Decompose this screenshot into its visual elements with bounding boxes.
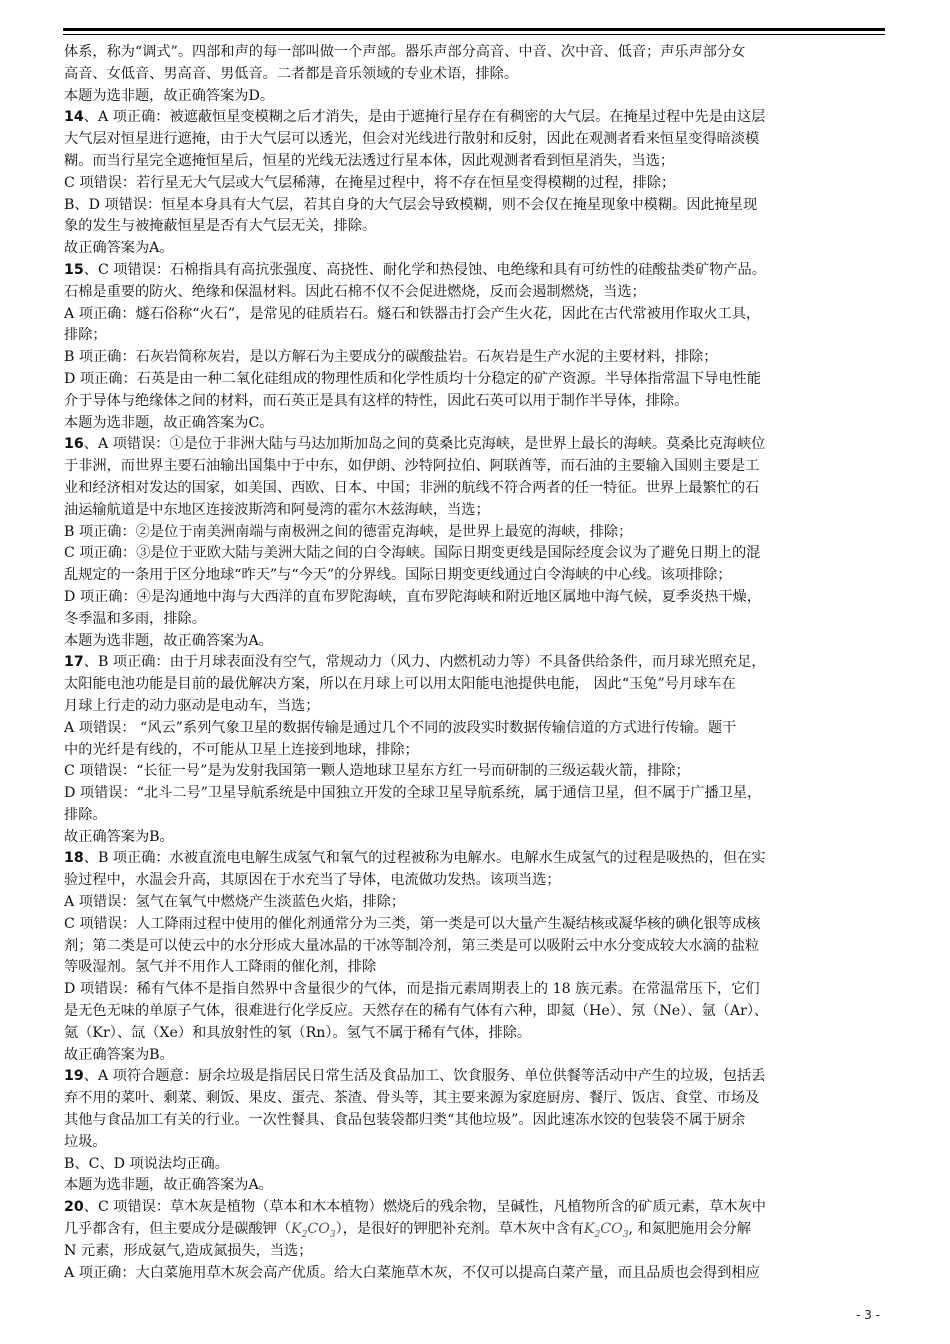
text-line <box>64 827 886 849</box>
formula-part: CO <box>600 1221 623 1238</box>
line-text: 氪（Kr）、氙（Xe）和具放射性的氡（Rn）。氢气不属于稀有气体，排除。 <box>64 1024 532 1041</box>
line-text: D 项错误：稀有气体不是指自然界中含量很少的气体，而是指元素周期表上的 18 族元素。在常温常压下，它们 <box>64 981 760 998</box>
line-text: 中的光纤是有线的，不可能从卫星上连接到地球，排除； <box>64 741 419 758</box>
text-line <box>64 870 886 892</box>
line-text: 弃不用的菜叶、剩菜、剩饭、果皮、蛋壳、茶渣、骨头等，其主要来源为家庭厨房、餐厅、饭店、食堂、市场及 <box>64 1090 760 1107</box>
formula-k2co3 <box>291 1221 336 1240</box>
line-text: 排除； <box>64 327 107 344</box>
text-line <box>64 456 886 478</box>
question-number: 20 <box>64 1199 84 1216</box>
line-text: 等吸湿剂。氢气并不用作人工降雨的催化剂，排除 <box>64 959 377 976</box>
line-text: 、B 项正确：水被直流电电解生成氢气和氧气的过程被称为电解水。电解水生成氢气的过程是吸热的，但在实 <box>83 850 766 867</box>
text-line <box>64 86 886 108</box>
question-number: 15 <box>64 261 84 278</box>
text-line <box>64 979 886 1001</box>
line-text: 、A 项错误：①是位于非洲大陆与马达加斯加岛之间的莫桑比克海峡，是世界上最长的海峡。莫桑比克海峡位 <box>83 436 766 453</box>
line-text: 太阳能电池功能是目前的最优解决方案，所以在月球上可以用太阳能电池提供电能， 因此“玉兔”号月球车在 <box>64 676 736 693</box>
text-line <box>64 1001 886 1023</box>
line-text: A 项错误：氢气在氧气中燃烧产生淡蓝色火焰，排除； <box>64 894 406 911</box>
text-line <box>64 391 886 413</box>
line-text: 排除。 <box>64 806 107 823</box>
line-text: 、C 项错误：石棉指具有高抗张强度、高挠性、耐化学和热侵蚀、电绝缘和具有可纺性的硅酸盐类矿物产品。 <box>83 261 766 278</box>
text-line <box>64 914 886 936</box>
header-rule-thin <box>63 34 885 35</box>
text-line <box>64 1175 886 1197</box>
line-text: 本题为选非题，故正确答案为A。 <box>64 1177 273 1194</box>
text-line <box>64 565 886 587</box>
formula-part: 2 <box>594 1229 601 1240</box>
line-text: ），是很好的钾肥补充剂。草木灰中含有 <box>335 1221 584 1238</box>
question-number: 19 <box>64 1068 84 1085</box>
text-line <box>64 936 886 958</box>
line-text: 本题为选非题，故正确答案为D。 <box>64 87 275 104</box>
question-number: 16 <box>64 436 84 453</box>
text-line <box>64 587 886 609</box>
line-text: 本题为选非题，故正确答案为C。 <box>64 414 274 431</box>
line-text: 是无色无味的单原子气体，很难进行化学反应。天然存在的稀有气体有六种，即氦（He）、氖（Ne）、氩（Ar）、 <box>64 1003 769 1020</box>
text-line <box>64 1241 886 1263</box>
text-line <box>64 369 886 391</box>
line-text: N 元素，形成氨气,造成氮损失，当选； <box>64 1242 313 1259</box>
question-19-line <box>64 1066 886 1088</box>
text-line <box>64 543 886 565</box>
text-line <box>64 173 886 195</box>
text-line <box>64 151 886 173</box>
line-text: C 项错误：人工降雨过程中使用的催化剂通常分为三类，第一类是可以大量产生凝结核或凝华核的碘化银等成核 <box>64 915 761 932</box>
question-14-line <box>64 107 886 129</box>
text-line <box>64 195 886 217</box>
line-text: 、A 项符合题意：厨余垃圾是指居民日常生活及食品加工、饮食服务、单位供餐等活动中产生的垃圾，包括丢 <box>83 1068 766 1085</box>
line-text: 验过程中，水温会升高，其原因在于水充当了导体，电流做功发热。该项当选； <box>64 872 561 889</box>
text-line <box>64 325 886 347</box>
text-line <box>64 1110 886 1132</box>
text-line <box>64 1132 886 1154</box>
line-text: C 项正确：③是位于亚欧大陆与美洲大陆之间的白令海峡。国际日期变更线是国际经度会议为了避免日期上的混 <box>64 545 761 562</box>
text-line <box>64 892 886 914</box>
line-text: 、C 项错误：草木灰是植物（草本和木本植物）燃烧后的残余物，呈碱性，凡植物所含的矿质元素，草木灰中 <box>83 1199 766 1216</box>
text-line <box>64 216 886 238</box>
line-text: 油运输航道是中东地区连接波斯湾和阿曼湾的霍尔木兹海峡，当选； <box>64 501 490 518</box>
line-text: 高音、女低音、男高音、男低音。二者都是音乐领域的专业术语，排除。 <box>64 65 519 82</box>
line-text: 乱规定的一条用于区分地球“昨天”与“今天”的分界线。国际日期变更线通过白令海峡的中心线。该项排除； <box>64 567 732 584</box>
text-line <box>64 347 886 369</box>
text-line <box>64 783 886 805</box>
text-line <box>64 282 886 304</box>
line-text: 、A 项正确：被遮蔽恒星变模糊之后才消失，是由于遮掩行星存在有稠密的大气层。在掩星过程中先是由这层 <box>83 109 766 126</box>
line-text: D 项正确：石英是由一种二氧化硅组成的物理性质和化学性质均十分稳定的矿产资源。半导体指常温下导电性能 <box>64 370 761 387</box>
line-text: 故正确答案为A。 <box>64 240 174 257</box>
line-text: D 项错误：“北斗二号”卫星导航系统是中国独立开发的全球卫星导航系统，属于通信卫星，但不属于广播卫星， <box>64 785 762 802</box>
line-text: 于非洲，而世界主要石油输出国集中于中东，如伊朗、沙特阿拉伯、阿联酋等，而石油的主要输入国则主要是工 <box>64 458 760 475</box>
line-text: 故正确答案为B。 <box>64 828 174 845</box>
formula-k2co3 <box>583 1221 629 1240</box>
text-line <box>64 718 886 740</box>
line-text: , 和氮肥施用会分解 <box>628 1221 751 1238</box>
text-line <box>64 761 886 783</box>
text-line <box>64 522 886 544</box>
line-text: 月球上行走的动力驱动是电动车，当选； <box>64 697 320 714</box>
line-text: A 项正确：大白菜施用草木灰会高产优质。给大白菜施草木灰，不仅可以提高白菜产量，而且品质也会得到相应 <box>64 1264 760 1281</box>
page-number: - 3 - <box>856 1308 880 1322</box>
line-text: 其他与食品加工有关的行业。一次性餐具、食品包装袋都归类“其他垃圾”。因此速冻水饺的包装袋不属于厨余 <box>64 1112 746 1129</box>
text-line <box>64 238 886 260</box>
text-line <box>64 696 886 718</box>
line-text: 故正确答案为B。 <box>64 1046 174 1063</box>
question-16-line <box>64 434 886 456</box>
text-line <box>64 42 886 64</box>
text-line <box>64 1045 886 1067</box>
line-text: C 项错误：“长征一号”是为发射我国第一颗人造地球卫星东方红一号而研制的三级运载火箭，排除； <box>64 763 690 780</box>
line-text: 石棉是重要的防火、绝缘和保温材料。因此石棉不仅不会促进燃烧，反而会遏制燃烧，当选； <box>64 283 646 300</box>
line-text: 大气层对恒星进行遮掩，由于大气层可以透光，但会对光线进行散射和反射，因此在观测者看来恒星变得暗淡模 <box>64 131 760 148</box>
text-line <box>64 500 886 522</box>
line-text: A 项错误： “风云”系列气象卫星的数据传输是通过几个不同的波段实时数据传输信道的方式进行传输。题干 <box>64 719 737 736</box>
line-text: A 项正确：燧石俗称“火石”，是常见的硅质岩石。燧石和铁器击打会产生火花，因此在古代常被用作取火工具， <box>64 305 761 322</box>
question-15-line <box>64 260 886 282</box>
formula-part: K <box>583 1221 595 1238</box>
question-17-line <box>64 652 886 674</box>
text-line <box>64 674 886 696</box>
question-number: 14 <box>64 109 84 126</box>
formula-part: K <box>291 1221 302 1238</box>
line-text: 糊。而当行星完全遮掩恒星后，恒星的光线无法透过行星本体，因此观测者看到恒星消失，当选； <box>64 152 675 169</box>
formula-part: 3 <box>622 1229 629 1240</box>
line-text: B 项正确：石灰岩简称灰岩，是以方解石为主要成分的碳酸盐岩。石灰岩是生产水泥的主要材料，排除； <box>64 349 718 366</box>
line-text: B、C、D 项说法均正确。 <box>64 1155 229 1172</box>
text-line <box>64 304 886 326</box>
line-text: 垃圾。 <box>64 1133 107 1150</box>
question-20-line <box>64 1197 886 1219</box>
line-text: 冬季温和多雨，排除。 <box>64 610 206 627</box>
text-line <box>64 805 886 827</box>
line-text: 、B 项正确：由于月球表面没有空气，常规动力（风力、内燃机动力等）不具备供给条件，而月球光照充足， <box>83 654 766 671</box>
line-text: C 项错误：若行星无大气层或大气层稀薄，在掩星过程中，将不存在恒星变得模糊的过程，排除； <box>64 174 676 191</box>
line-text: B、D 项错误：恒星本身具有大气层，若其自身的大气层会导致模糊，则不会仅在掩星现象中模糊。因此掩星现 <box>64 196 758 213</box>
formula-part: CO <box>307 1221 330 1238</box>
text-line <box>64 740 886 762</box>
text-line <box>64 129 886 151</box>
line-text: B 项正确：②是位于南美洲南端与南极洲之间的德雷克海峡，是世界上最宽的海峡，排除； <box>64 523 633 540</box>
question-18-line <box>64 848 886 870</box>
text-line <box>64 413 886 435</box>
text-line <box>64 1263 886 1285</box>
text-line <box>64 478 886 500</box>
text-line <box>64 1023 886 1045</box>
text-line <box>64 1088 886 1110</box>
line-text: 体系，称为“调式”。四部和声的每一部叫做一个声部。器乐声部分高音、中音、次中音、低音；声乐声部分女 <box>64 44 746 60</box>
answer-explanations <box>64 42 886 1284</box>
header-rule-thick <box>63 28 885 31</box>
text-line <box>64 631 886 653</box>
line-text: 剂；第二类是可以使云中的水分形成大量冰晶的干冰等制冷剂，第三类是可以吸附云中水分变成较大水滴的盐粒 <box>64 937 760 954</box>
line-text: 象的发生与被掩蔽恒星是否有大气层无关，排除。 <box>64 218 377 235</box>
formula-part: 3 <box>329 1229 336 1240</box>
text-line <box>64 1219 886 1241</box>
text-line <box>64 957 886 979</box>
question-number: 17 <box>64 654 84 671</box>
text-line <box>64 64 886 86</box>
line-text: 介于导体与绝缘体之间的材料，而石英正是具有这样的特性，因此石英可以用于制作半导体，排除。 <box>64 392 689 409</box>
formula-part: 2 <box>301 1229 308 1240</box>
text-line <box>64 1154 886 1176</box>
text-line <box>64 609 886 631</box>
line-text: 业和经济相对发达的国家，如美国、西欧、日本、中国；非洲的航线不符合两者的任一特征。世界上最繁忙的石 <box>64 479 760 496</box>
question-number: 18 <box>64 850 84 867</box>
line-text: 本题为选非题，故正确答案为A。 <box>64 632 273 649</box>
line-text: 几乎都含有，但主要成分是碳酸钾（ <box>64 1221 292 1238</box>
line-text: D 项正确：④是沟通地中海与大西洋的直布罗陀海峡，直布罗陀海峡和附近地区属地中海气候，夏季炎热干燥， <box>64 588 761 605</box>
